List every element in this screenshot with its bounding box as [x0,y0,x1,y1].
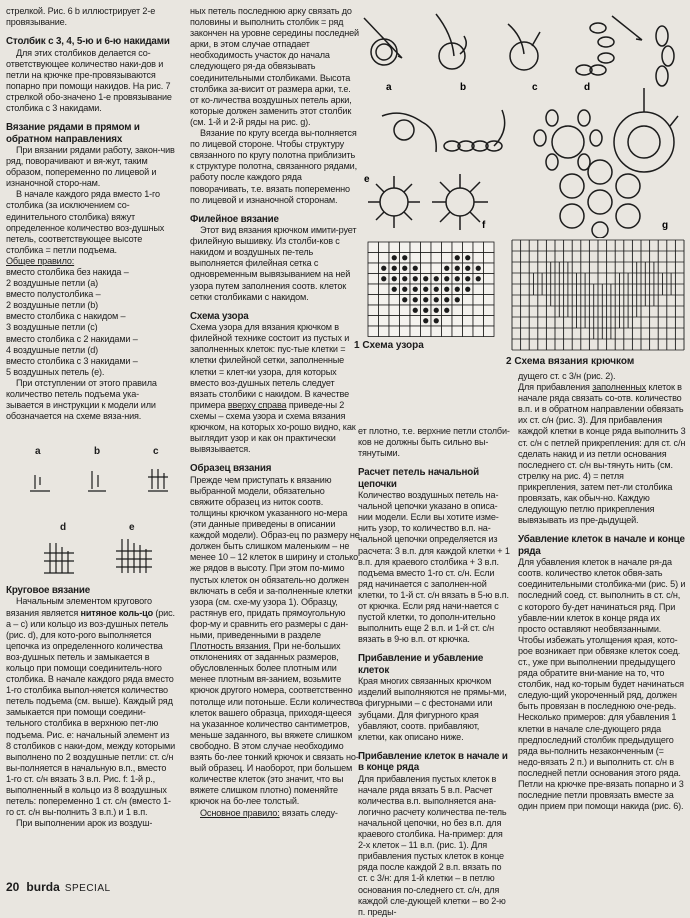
chart-cell [452,326,463,337]
chart-cell [463,305,474,316]
text-run: Начальным элементом кругового вязания является [6,596,152,618]
figure-label-b: b [94,446,101,457]
fig-label-g: g [662,220,669,231]
paragraph [190,808,360,819]
filled-cell-dot [392,287,397,292]
paragraph: При выполнении арок из воздуш- [16,818,153,829]
filled-cell-dot [455,287,460,292]
filled-cell-dot [465,276,470,281]
rule-line: 2 воздушные петли (b) [6,300,99,311]
chart-cell [463,295,474,306]
paragraph: стрелкой. Рис. 6 b иллюстрирует 2-е провязывание. [6,6,156,28]
chart-cell [400,242,411,253]
chart-cell [389,316,400,327]
chart-cell [368,263,379,274]
column-4 [518,371,686,812]
filled-cell-dot [476,266,481,271]
filled-cell-dot [434,308,439,313]
filled-cell-dot [423,287,428,292]
filled-cell-dot [381,266,386,271]
filled-cell-dot [434,318,439,323]
chart-cell [410,316,421,327]
filled-cell-dot [455,297,460,302]
filled-cell-dot [465,255,470,260]
filled-cell-dot [444,297,449,302]
filled-cell-dot [455,276,460,281]
chart-cell [473,242,484,253]
fig-label-c: c [532,82,538,93]
chart-cell [379,295,390,306]
text-run: Прежде чем приступать к вязанию выбранной модели, обязательно свяжите образец из ниток соотв. толщины крючком указанного но-мера (эти данные приведены в описании каждой модели). Образ-ец по размеру не должен быть слишком маленьким – не менее 10 – 12 клеток в ширину и столько же рядов в высоту. При этом по-мимо пустых клеток он обязатель-но должен включать в себя и за-полненные клетки узора (см. схе-му узора 1). Образцу, растянув его, придать прямоугольную фор-му и сравнить его размеры с дан-ными, приведенными в разделе [190,474,360,640]
chart-cell [389,242,400,253]
filet-pattern-chart [366,240,500,338]
heading-decrease-blocks: Убавление клеток в начале и конце ряда [518,534,685,557]
page-footer [6,880,111,894]
filled-cell-dot [465,266,470,271]
filled-cell-dot [392,276,397,281]
chart-cell [379,242,390,253]
chart-cell [368,284,379,295]
heading-gauge-swatch: Образец вязания [190,463,272,475]
chart-cell [452,316,463,327]
text-run-bold: нитяное коль-цо [80,607,154,618]
text-run: Схема узора для вязания крючком в филейной технике состоит из пустых и заполненных клеток: пус-тые клетки = клетки филейной сетки, заполненные клетки = клет-ки узора, для которых вместо воз-душных петель следует вязать столбики с накидом. В качестве примера [190,322,350,410]
column-1-bottom [6,585,176,829]
chart-cell [473,305,484,316]
column-1 [6,6,176,422]
chart-cell [442,253,453,264]
filled-cell-dot [444,276,449,281]
rule-line: 2 воздушные петли (a) [6,278,99,289]
filled-cell-dot [392,266,397,271]
filled-cell-dot [434,287,439,292]
chart-cell [410,242,421,253]
text-run: Для прибавления [518,382,593,393]
fig-label-a: a [386,82,392,93]
figure-label-d: d [60,522,67,533]
chart-cell [400,316,411,327]
chart-cell [431,263,442,274]
crochet-symbol-chart [510,238,688,354]
filled-cell-dot [423,276,428,281]
rule-line: вместо столбика без накида – [6,267,129,277]
chart-cell [379,253,390,264]
chart-cell [368,253,379,264]
paragraph: В начале каждого ряда вместо 1-го столбика (за исключением со-единительного столбика) вяжут определенное количество воз-душных петель, соответствующее высоте столбика = петли подъема. [6,189,165,255]
chart-cell [484,305,495,316]
text-run: При не-больших отклонениях от заданных размеров, обусловленных более плотным или менее плотным вя-занием, возьмите крючок другого номера, соответственно потолще или потоньше. Если количество клеток вашего образца, приходя-щееся на указанное количество сантиметров, меньше заданного, вы вяжете слишком свободно. В этом случае необходимо взять бо-лее тонкий крючок и связать но-вый образец. И наоборот, при большем количестве клеток (это значит, что вы вяжете слишком плотно) поменяйте крючок на бо-лее толстый. [190,641,359,807]
chart-cell [389,305,400,316]
column-2 [190,6,360,819]
filled-cell-dot [402,276,407,281]
filled-cell-dot [434,276,439,281]
paragraph: Количество воздушных петель на-чальной цепочки указано в описа-нии модели. Если вы хотите изме-нить узор, то количество в.п. на-чальной цепочки определяется из расчета: 3 в.п. для каждой клетки + 1 в.п. для краевого столбика + 3 в.п. подъема вместо 1-го ст. с/н. Если ряд начинается с заполнен-ной клетки, то 1-й ст. с/н вязать в 5-ю в.п. от крючка. Если ряд начи-нается с пустой клетки, то дополн-ительно выполнить еще 2 в.п. и 1-й ст. с/н вязать в 9-ю в.п. от крючка. [358,490,510,645]
figure-label-e: e [129,522,135,533]
text-run-underlined: Основное правило: [200,807,280,818]
chart-cell [484,263,495,274]
heading-multi-yarnover: Столбик с 3, 4, 5-ю и 6-ю накидами [6,36,170,48]
chart-cell [368,242,379,253]
filled-cell-dot [392,255,397,260]
filled-cell-dot [423,318,428,323]
crochet-technique-figures [362,6,686,238]
paragraph: При отступлении от этого правила количество петель подъема ука-зывается в инструкции к модели или обозначается на схеме вяза-ния. [6,377,157,422]
chart-cell [484,316,495,327]
filled-cell-dot [413,308,418,313]
fig-label-d: d [584,82,591,93]
chart-cell [484,274,495,285]
fig-label-f: f [482,220,486,231]
filled-cell-dot [402,266,407,271]
text-run: (рис. a – c) или кольцо из воз-душных петель (рис. d), для кото-рого выполняется цепочка из определенного количества воз-душных петель и замыкается в кольцо при помощи соединитель-ного столбика. В начале каждого ряда вместо 1-го столбика выпол-няется количество петель подъема (см. выше). Каждый ряд замыкается при помощи соедини-тельного столбика в верхнюю пет-лю подъема. Рис. e: начальный элемент из 8 столбиков с наки-дом, между которыми выполнено по 2 воздушные петли: ст. с/н вы-полняется в начальную в.п., вместо 1-го ст. с/н вязать 3 в.п. Рис. f: 1-й р., выполненный в кольцо из 8 воздушных петель: попеременно 1 ст. с/н (вместо 1-го ст. с/н вы-полнить 3 в.п.) и 1 в.п. [6,607,176,818]
chart-cell [368,295,379,306]
chart-cell [463,316,474,327]
text-run: приведе-ны 2 схемы – схема узора и схема вязания крючком, на которых хо-рошо видно, как выглядит узор и как он практически вывязывается. [190,399,356,455]
paragraph: Для убавления клеток в начале ря-да соотв. количество клеток обвя-зать соединительными столбика-ми (рис. 5) и последний соед. ст. выполнить в ст. с/н, с которого бу-дет начинаться ряд. При убавле-нии клеток в конце ряда их просто оставляют необвязанными. Чтобы избежать утолщения края, кото-рое возникает при обвязке клеток соед. ст., уже при выполнении предыдущего ряда обратите вни-мание на то, что столбик, над ко-торым будет начинаться следую-щий укороченный ряд, должен быть провязан в последнюю оче-редь. Несколько примеров: для убавления 1 клетки в начале сле-дующего ряда предпоследний столбик предыдущего ряда вы-полнить незаконченным (= недо-вязать 2 п.) и выполнить ст. с/н в последней петли основания этого ряда. Петли на крючке пре-вязать попарно и 3 последние петли провязать вместе за один прием при помощи накида (рис. 6). [518,557,686,812]
heading-rows-knitting: Вязание рядами в прямом и обратном направлениях [6,122,140,145]
paragraph [190,475,360,808]
chart-cell [484,326,495,337]
figure-label-a: a [35,446,41,457]
rule-line: вместо столбика с 3 накидами – [6,355,138,366]
chart-cell [473,316,484,327]
chart-cell [410,326,421,337]
caption-crochet-chart: 2 Схема вязания крючком [506,356,635,367]
chart-cell [368,326,379,337]
chart-cell [431,253,442,264]
filled-cell-dot [465,287,470,292]
chart-cell [368,305,379,316]
heading-increase-decrease: Прибавление и убавление клеток [358,653,484,676]
column-3 [358,426,510,918]
chart-cell [368,274,379,285]
filled-cell-dot [476,276,481,281]
chart-cell [473,326,484,337]
text-run-underlined: вверху справа [227,399,287,410]
chart-cell [442,326,453,337]
chart-cell [484,295,495,306]
chart-cell [368,316,379,327]
chart-cell [421,326,432,337]
filled-cell-dot [413,287,418,292]
rule-line: вместо полустолбика – [6,289,101,300]
paragraph: ных петель последнюю арку связать до половины и выполнить столбик = ряд закончен на уровне середины последней арки, в этом случае отпадает необходимость участок до начала следующего ря-да обвязывать соединительными столбиками. Высота столбика за-висит от размера арки, т.е. от ко-личества воздушных петель арки, которые должен заменить этот столбик (см. 1-й и 2-й ряды на рис. g). [190,6,359,127]
filled-cell-dot [381,276,386,281]
filled-cell-dot [402,287,407,292]
filled-cell-dot [402,297,407,302]
heading-pattern-chart: Схема узора [190,310,249,322]
chart-cell [379,305,390,316]
filled-cell-dot [413,297,418,302]
chart-cell [421,263,432,274]
paragraph: Для этих столбиков делается со-ответствующее количество наки-дов и петли на крючке пре-провязываются попарно при помощи накидов. На рис. 7 стрелкой обо-значено 1-е провязывание столбика с 3 накидами. [6,47,172,114]
heading-increase-blocks: Прибавление клеток в начале и в конце ряда [358,750,508,774]
chart-cell [484,242,495,253]
rule-title: Общее правило: [6,255,75,266]
rule-line: 3 воздушные петли (c) [6,322,98,333]
chart-cell [473,253,484,264]
paragraph: ет плотно, т.е. верхние петли столби-ков не должны быть сильно вы-тянутыми. [358,426,510,459]
paragraph [518,382,686,526]
chart-cell [431,326,442,337]
filled-cell-dot [413,266,418,271]
filled-cell-dot [444,266,449,271]
filled-cell-dot [402,255,407,260]
chart-cell [442,316,453,327]
chart-cell [410,253,421,264]
chart-cell [484,253,495,264]
chart-cell [389,326,400,337]
page-number: 20 [6,880,20,894]
filled-cell-dot [444,287,449,292]
chart-cell [452,305,463,316]
chart-cell [389,295,400,306]
chart-cell [379,284,390,295]
chart-cell [452,242,463,253]
caption-pattern-chart: 1 Схема узора [354,340,424,351]
heading-chain-calculation: Расчет петель начальной цепочки [358,467,480,490]
chart-cell [421,242,432,253]
heading-filet: Филейное вязание [190,213,279,225]
paragraph: При вязании рядами работу, закон-чив ряд, поворачивают и вя-жут, таким образом, попеременно по лицевой и изнаночной сторо-нам. [6,144,175,189]
chart-cell [463,326,474,337]
text-run-underlined: Плотность вязания. [190,641,271,652]
rule-line: вместо столбика с накидом – [6,311,126,322]
text-run: вязать следу- [279,807,338,818]
filled-cell-dot [434,297,439,302]
chart-cell [431,242,442,253]
filled-cell-dot [444,308,449,313]
paragraph: Вязание по кругу всегда вы-полняется по лицевой стороне. Чтобы структуру связанного по кругу полотна приблизить к структуре полотна, связанного рядами, работу после каждого ряда поворачивать, т.е. вязать попеременно по лицевой и изнаночной сторонам. [190,128,357,205]
chart-cell [400,326,411,337]
paragraph: дущего ст. с 3/н (рис. 2). [518,371,616,381]
text-run: клеток в начале ряда связать со-отв. количество в.п. и в обратном направлении обвязать их ст. с/н (рис. 3). Для прибавления каждой клетки в конце ряда выполнить 3 ст. с/н с петлей прикрепления: для ст. с/н сделать накид и из петли основания последнего ст. с/н вы-тянуть нить (см. стрелку на рис. 4) = петля прикрепления, затем пет-ли столбика провязать, как обыч-но. Каждую следующую петлю прикрепления вывязывать из пре-дыдущей. [518,382,686,526]
chart-cell [421,253,432,264]
chart-cell [442,242,453,253]
filled-cell-dot [455,255,460,260]
figure-label-c: c [153,446,159,457]
text-run-underlined: заполненных [592,382,647,393]
paragraph [6,596,176,818]
paragraph [190,322,360,455]
fig-label-b: b [460,82,467,93]
chart-cell [484,284,495,295]
chart-cell [400,305,411,316]
chart-cell [463,242,474,253]
chart-cell [379,316,390,327]
heading-circular-knitting: Круговое вязание [6,585,91,596]
rule-line: 5 воздушных петель (e). [6,366,105,377]
chart-cell [379,326,390,337]
filled-cell-dot [455,266,460,271]
fig-label-e: e [364,174,370,185]
filled-cell-dot [423,308,428,313]
filled-cell-dot [413,276,418,281]
rule-line: вместо столбика с 2 накидами – [6,333,138,344]
filled-cell-dot [423,297,428,302]
section-label: SPECIAL [64,883,111,894]
paragraph: Этот вид вязания крючком имити-рует филейную вышивку. Из столби-ков с накидом и воздушных пе-тель выполняется филейная сетка с одновременным вывязыванием на ней узора путем заполнения соотв. клеток сетки столбиками с накидом. [190,225,357,302]
rule-line: 4 воздушные петли (d) [6,344,99,355]
chart-cell [473,284,484,295]
brand-logo-text: burda [26,880,60,894]
chart-cell [473,295,484,306]
paragraph: Края многих связанных крючком изделий выполняются не прямы-ми, а фигурными – с фестонами или зубцами. Для фигурного края убавляют, соотв. прибавляют, клетки, как описано ниже. [358,676,507,742]
turning-chain-figures [10,455,180,585]
paragraph: Для прибавления пустых клеток в начале ряда вязать 5 в.п. Расчет количества в.п. выполняется ана-логично расчету количества пе-тель начальной цепочки, но без в.п. для краевого столбика. На-пример: для 2-х клеток – 11 в.п. (рис. 1). Для прибавления пустых клеток в конце ряда после каждой 2 в.п. вязать по ст. с 3/н: для 1-й клетки – в петлю основания по-следнего ст. с/н, для каждой сле-дующей клетки – во 2-ю п. преды- [358,773,507,917]
